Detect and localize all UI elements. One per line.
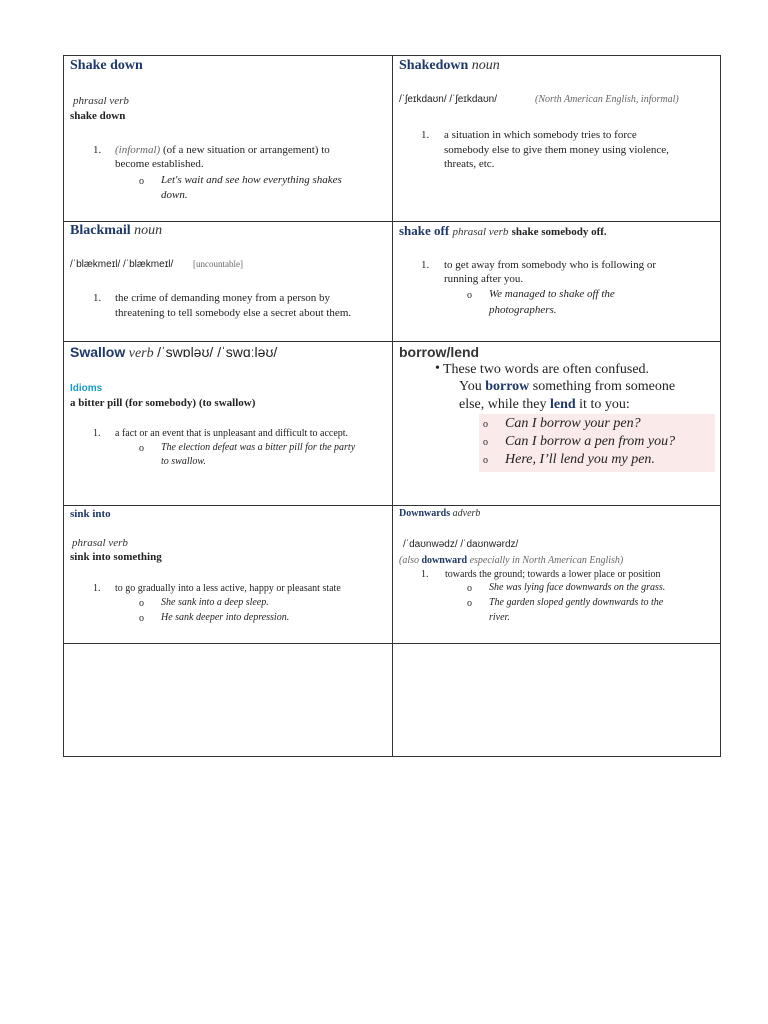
register-label: (informal)	[115, 144, 161, 156]
bullet-marker: o	[139, 613, 144, 624]
example: Let's wait and see how everything shakes	[161, 174, 342, 186]
definition: towards the ground; towards a lower place or position	[445, 569, 661, 580]
example: Here, I’ll lend you my pen.	[505, 452, 655, 467]
text-fragment: it to you:	[575, 397, 630, 412]
example: She sank into a deep sleep.	[161, 597, 269, 608]
definition-line: running after you.	[444, 273, 524, 285]
example: The election defeat was a bitter pill for the party	[161, 442, 356, 453]
list-number: 1.	[93, 583, 101, 594]
bullet-marker: o	[467, 583, 472, 594]
idiom-phrase: a bitter pill (for somebody) (to swallow)	[70, 397, 256, 409]
bullet-marker: o	[483, 437, 488, 448]
table-row	[64, 56, 720, 222]
part-of-speech: phrasal verb	[73, 95, 129, 107]
example: The garden sloped gently downwards to the	[489, 597, 664, 608]
usage-note-line	[459, 379, 675, 395]
definition: a situation in which somebody tries to force	[444, 129, 637, 141]
list-number: 1.	[421, 259, 430, 271]
bullet-marker: o	[139, 443, 144, 454]
dictionary-table	[63, 55, 721, 757]
definition-text: (of a new situation or arrangement) to	[160, 144, 330, 156]
entry-title: Swallow	[70, 344, 126, 360]
entry-title: borrow/lend	[399, 344, 480, 360]
entry-title: Shakedown	[399, 58, 469, 73]
grammar-label: [uncountable]	[193, 259, 243, 269]
table-row	[64, 644, 720, 757]
usage-note: These two words are often confused.	[443, 362, 650, 377]
headword: shake somebody off.	[511, 226, 607, 238]
definition: the crime of demanding money from a person by	[115, 292, 331, 304]
text-fragment: else, while they	[459, 397, 550, 412]
pronunciation: /ˈdaʊnwədz/ /ˈdaʊnwərdz/	[403, 539, 519, 550]
part-of-speech: noun	[134, 223, 163, 238]
list-number: 1.	[421, 129, 430, 141]
definition-line: threatening to tell somebody else a secret about them.	[115, 307, 352, 319]
definition: to get away from somebody who is following or	[444, 259, 657, 271]
cell-borrow-lend	[393, 342, 721, 505]
headword: shake down	[70, 110, 126, 122]
table-row	[64, 506, 720, 644]
bullet-marker: o	[483, 455, 488, 466]
definition: to go gradually into a less active, happy or pleasant state	[115, 583, 341, 594]
bullet-marker: o	[467, 290, 472, 301]
bullet-marker: o	[139, 598, 144, 609]
headword: sink into something	[70, 551, 162, 563]
definition: a fact or an event that is unpleasant and difficult to accept.	[115, 428, 349, 439]
bullet-marker: o	[467, 598, 472, 609]
cell-sink-into	[64, 506, 393, 643]
keyword-lend: lend	[549, 397, 576, 412]
pronunciation: /ˈswɒləʊ/ /ˈswɑːləʊ/	[157, 344, 278, 360]
entry-title: Shake down	[70, 58, 143, 73]
also-note	[399, 555, 623, 566]
text-fragment: especially in North American English)	[467, 555, 624, 566]
definition-line: become established.	[115, 158, 204, 170]
example-line: to swallow.	[161, 456, 206, 467]
example: He sank deeper into depression.	[161, 612, 290, 623]
text-fragment: (also	[399, 555, 422, 566]
entry-header	[399, 508, 480, 519]
list-number: 1.	[93, 292, 102, 304]
definition-line: somebody else to give them money using violence,	[444, 144, 669, 156]
list-number: 1.	[421, 569, 429, 580]
entry-title: shake off	[399, 223, 450, 238]
cell-swallow	[64, 342, 393, 505]
entry-title: Downwards	[399, 508, 451, 519]
table-row	[64, 342, 720, 506]
list-number: 1.	[93, 144, 102, 156]
empty-cell	[64, 644, 393, 757]
cell-shake-down	[64, 56, 393, 221]
part-of-speech: noun	[471, 58, 500, 73]
example-line: down.	[161, 189, 188, 201]
definition	[115, 144, 330, 156]
cell-shakedown	[393, 56, 721, 221]
cell-downwards	[393, 506, 721, 643]
example: Can I borrow your pen?	[505, 416, 641, 431]
entry-title: Blackmail	[70, 223, 131, 238]
region-label: (North American English, informal)	[535, 94, 679, 105]
text-fragment: something from someone	[529, 379, 676, 394]
idioms-label: Idioms	[70, 383, 103, 394]
example: She was lying face downwards on the grass.	[489, 582, 666, 593]
part-of-speech: phrasal verb	[72, 537, 128, 549]
example: We managed to shake off the	[489, 288, 615, 300]
pronunciation: /ˈblækmeɪl/ /ˈblækmeɪl/	[70, 259, 174, 270]
entry-header	[70, 223, 162, 239]
variant-word: downward	[421, 555, 468, 566]
text-fragment: You	[459, 379, 486, 394]
usage-note-line	[459, 397, 630, 413]
table-row	[64, 222, 720, 342]
entry-header	[399, 223, 607, 239]
example-line: photographers.	[489, 304, 557, 316]
keyword-borrow: borrow	[485, 379, 530, 394]
entry-header	[399, 58, 500, 74]
part-of-speech: adverb	[452, 508, 481, 519]
bullet-marker: o	[139, 176, 144, 187]
definition-line: threats, etc.	[444, 158, 495, 170]
cell-blackmail	[64, 222, 393, 341]
list-number: 1.	[93, 428, 101, 439]
example: Can I borrow a pen from you?	[505, 434, 676, 449]
part-of-speech: verb	[128, 346, 154, 361]
pronunciation: /ˈʃeɪkdaʊn/ /ˈʃeɪkdaʊn/	[399, 94, 497, 105]
cell-shake-off	[393, 222, 721, 341]
entry-header	[70, 344, 277, 362]
empty-cell	[393, 644, 721, 757]
part-of-speech: phrasal verb	[452, 226, 509, 238]
example-line: river.	[489, 612, 510, 623]
bullet-dot: •	[435, 361, 440, 376]
bullet-marker: o	[483, 419, 488, 430]
entry-title: sink into	[70, 508, 111, 520]
